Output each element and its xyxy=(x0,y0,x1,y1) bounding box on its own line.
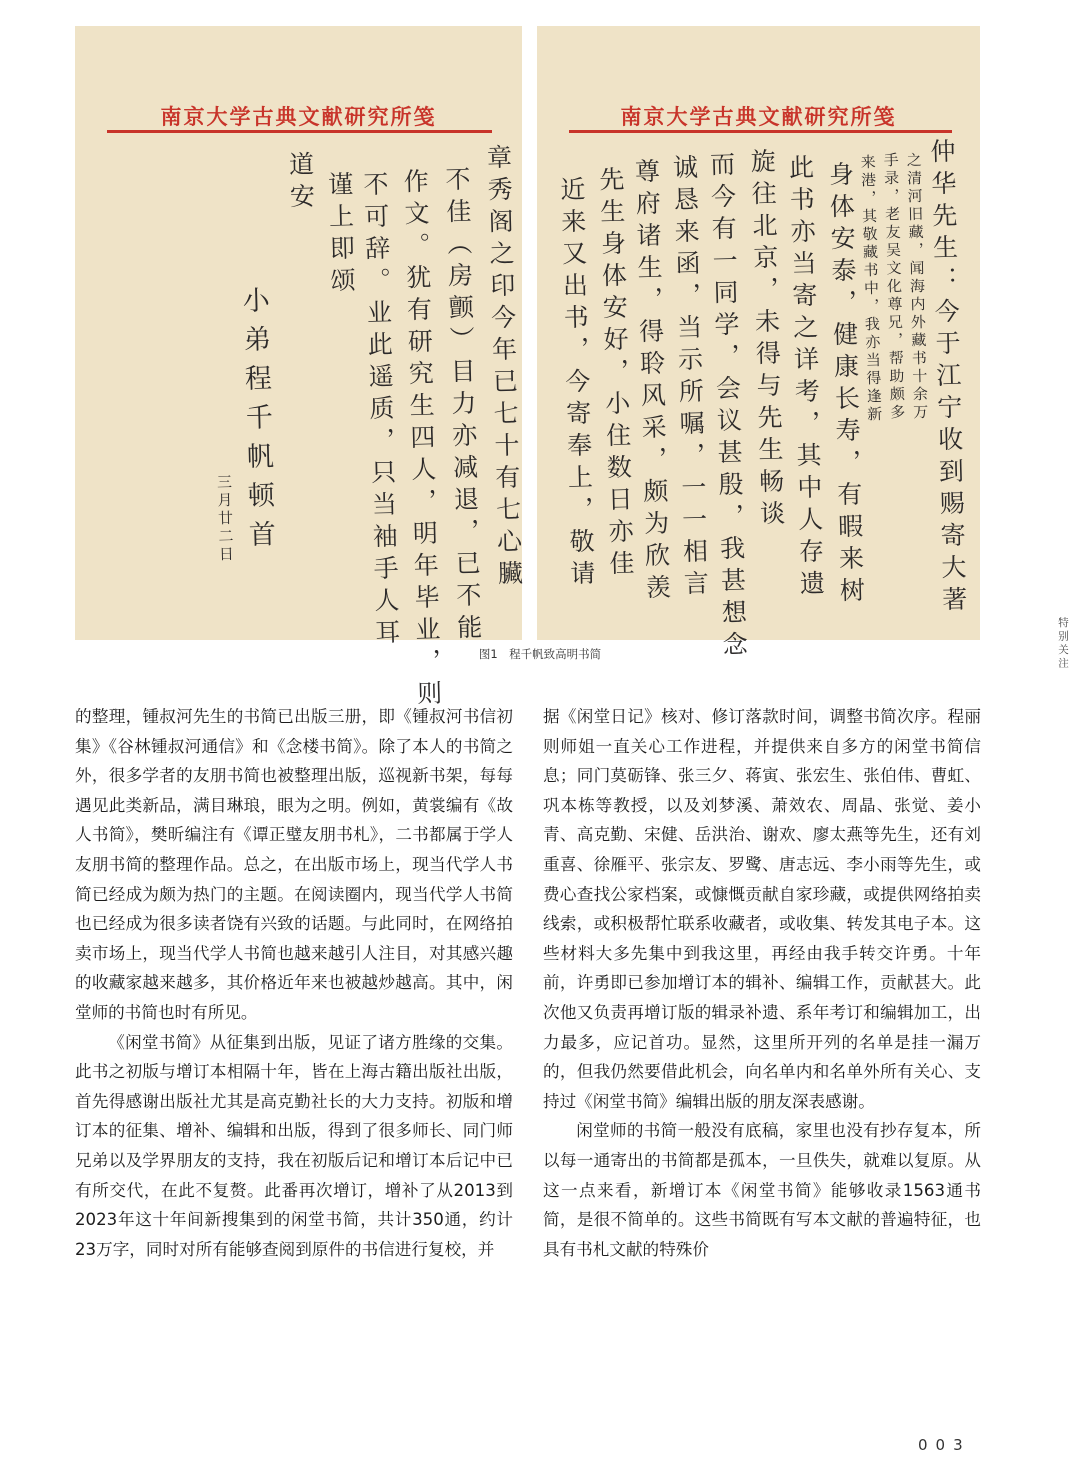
figure-caption: 图1 程千帆致高明书简 xyxy=(478,647,602,661)
handwriting-column: 手录，老友吴文化尊兄，帮助颇多 xyxy=(881,151,907,423)
handwriting-column: 章秀阁之印今年已七十有七心臟 xyxy=(483,143,524,593)
handwriting-column: 而今有一同学，会议甚殷，我甚想念 xyxy=(706,150,749,664)
handwriting-column: 道安 xyxy=(285,150,316,216)
article-column-right xyxy=(543,702,981,1264)
letterhead-rule-right xyxy=(569,130,952,133)
handwriting-column: 不佳（房颤）目力亦减退，已不能 xyxy=(441,165,484,647)
handwriting-column: 不可辞。业此遥质，只当袖手人耳 xyxy=(359,170,402,652)
handwriting-column: 身体安泰，健康长寿，有暇来树 xyxy=(825,160,866,610)
paragraph: 《闲堂书简》从征集到出版，见证了诸方胜缘的交集。此书之初版与增订本相隔十年，皆在上海古籍出版社出版，首先得感谢出版社尤其是高克勤社长的大力支持。初版和增订本的征集、增补、编辑和出版，得到了很多师长、同门师兄弟以及学界朋友的支持，我在初版后记和增订本后记中已有所交代，在此不复赘。此番再次增订，增补了从2013到2023年这十年间新搜集到的闲堂书简，共计350通，约计23万字，同时对所有能够查阅到原件的书信进行复校，并 xyxy=(75,1032,513,1259)
paragraph: 闲堂师的书简一般没有底稿，家里也没有抄存复本，所以每一通寄出的书简都是孤本，一旦佚失，就难以复原。从这一点来看，新增订本《闲堂书简》能够收录1563通书简，是很不简单的。这些书简既有写本文献的普遍特征，也具有书札文献的特殊价 xyxy=(543,1121,981,1259)
letterhead-left: 南京大学古典文献研究所笺 xyxy=(160,104,437,129)
paragraph: 的整理，锺叔河先生的书简已出版三册，即《锺叔河书信初集》《谷林锺叔河通信》和《念楼书简》。除了本人的书简之外，很多学者的友朋书简也被整理出版，巡视新书架，每每遇见此类新品，满目琳琅，眼为之明。例如，黄裳编有《故人书简》，樊昕编注有《谭正璧友朋书札》，二书都属于学人友朋书简的整理作品。总之，在出版市场上，现当代学人书简已经成为颇为热门的主题。在阅读圈内，现当代学人书简也已经成为很多读者饶有兴致的话题。与此同时，在网络拍卖市场上，现当代学人书简也越来越引人注目，对其感兴趣的收藏家越来越多，其价格近年来也被越炒越高。其中，闲堂师的书简也时有所见。 xyxy=(75,707,513,1022)
letter-image-left xyxy=(75,26,524,713)
handwriting-column: 之清河旧藏，闻海内外藏书十余万 xyxy=(904,151,930,423)
signature: 小弟程千帆顿首 xyxy=(237,285,276,560)
handwriting-column: 来港，其敬藏书中，我亦当得逢新 xyxy=(858,153,884,425)
handwriting-column: 先生身体安好，小住数日亦佳 xyxy=(595,165,636,583)
letterhead-right: 南京大学古典文献研究所笺 xyxy=(620,104,897,129)
handwriting-column: 旋往北京，未得与先生畅谈 xyxy=(746,147,787,533)
handwriting-column: 仲华先生：今于江宁收到赐寄大著 xyxy=(926,137,969,619)
handwriting-column: 此书亦当寄之详考，其中人存遗 xyxy=(785,153,826,603)
handwriting-column: 尊府诸生，得聆风采，颇为欣羡 xyxy=(631,157,672,607)
handwriting-column: 诚恳来函，当示所嘱，一一相言 xyxy=(669,153,710,603)
letter-date: 三月廿二日 xyxy=(214,473,236,565)
handwriting-column: 作文。犹有研究生四人，明年毕业，则 xyxy=(399,167,444,713)
page-number: 003 xyxy=(918,1436,971,1454)
handwriting-column: 近来又出书，今寄奉上，敬请 xyxy=(556,175,597,593)
section-label: 特别关注 xyxy=(1057,617,1069,671)
paragraph: 据《闲堂日记》核对、修订落款时间，调整书简次序。程丽则师姐一直关心工作进程，并提供来自多方的闲堂书简信息；同门莫砺锋、张三夕、蒋寅、张宏生、张伯伟、曹虹、巩本栋等教授，以及刘梦溪、萧效农、周晶、张觉、姜小青、高克勤、宋健、岳洪治、谢欢、廖太燕等先生，还有刘重喜、徐雁平、张宗友、罗鹭、唐志远、李小雨等先生，或费心查找公家档案，或慷慨贡献自家珍藏，或提供网络拍卖线索，或积极帮忙联系收藏者，或收集、转发其电子本。这些材料大多先集中到我这里，再经由我手转交许勇。十年前，许勇即已参加增订本的辑补、编辑工作，贡献甚大。此次他又负责再增订版的辑录补遗、系年考订和编辑加工，出力最多，应记首功。显然，这里所开列的名单是挂一漏万的，但我仍然要借此机会，向名单内和名单外所有关心、支持过《闲堂书简》编辑出版的朋友深表感谢。 xyxy=(543,707,981,1111)
letterhead-rule-left xyxy=(107,130,492,133)
article-column-left xyxy=(75,702,513,1264)
handwriting-column: 谨上即颂 xyxy=(324,170,357,300)
